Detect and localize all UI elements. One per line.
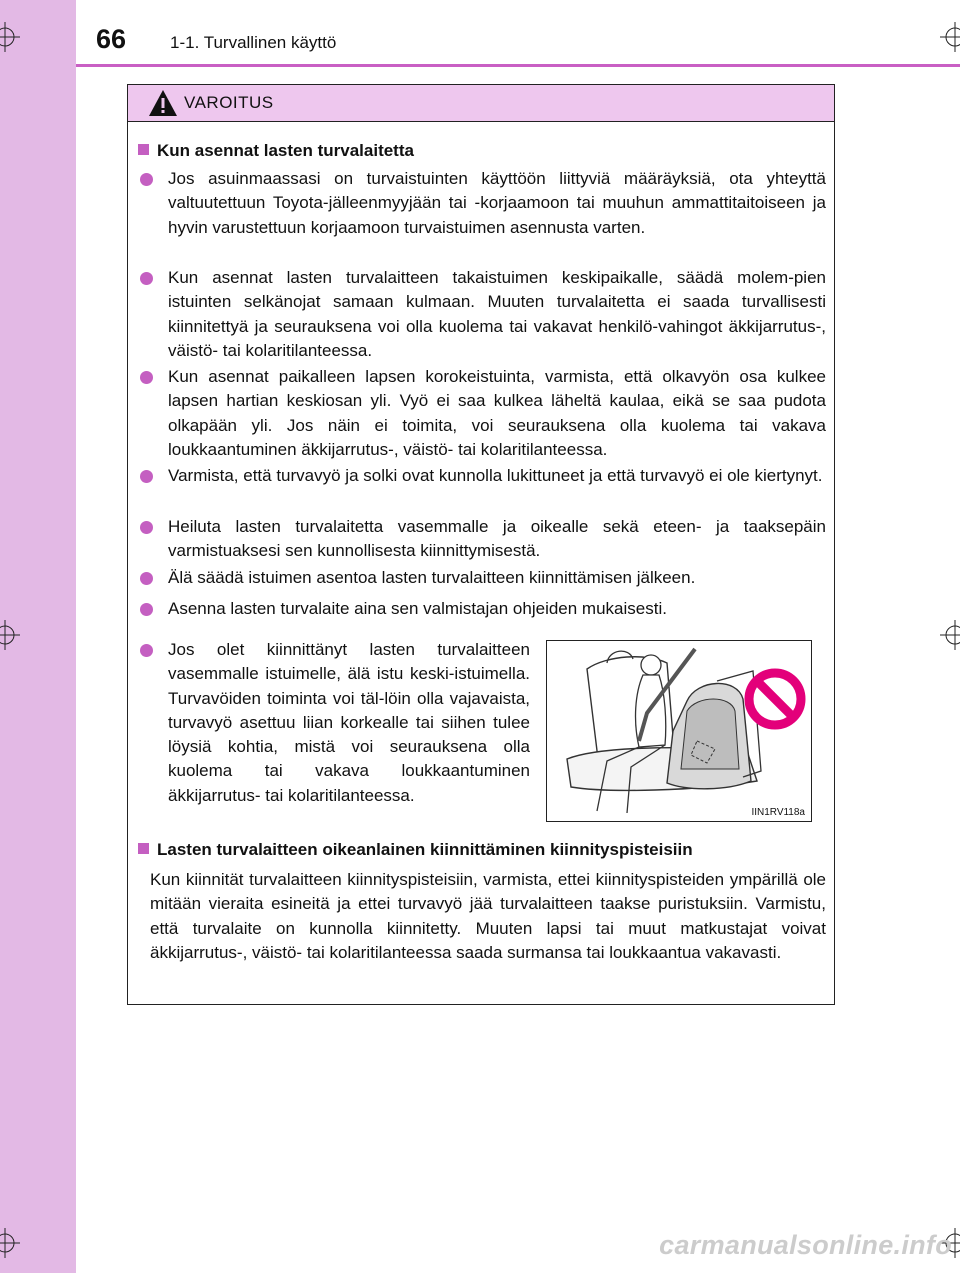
bullet-icon	[140, 371, 153, 384]
section-heading: Kun asennat lasten turvalaitetta	[138, 139, 414, 163]
registration-mark-icon	[0, 1228, 20, 1258]
list-item: Jos olet kiinnittänyt lasten turvalaitteen vasemmalle istuimelle, älä istu keski-istuimella. Turvavöiden toiminta voi täl-löin olla vajavaista, turvavyö asettuu liian korkealle tai siihen tulee löysiä kohtia, mistä voi seurauksena olla kuolema tai vakava loukkaantuminen äkkijarrutus- tai kolaritilanteessa.	[140, 638, 530, 808]
section-title: 1-1. Turvallinen käyttö	[170, 33, 337, 52]
bullet-icon	[140, 644, 153, 657]
warning-header	[128, 85, 834, 122]
warning-illustration	[546, 640, 812, 822]
warning-triangle-icon	[148, 89, 178, 117]
bullet-icon	[140, 572, 153, 585]
registration-mark-icon	[940, 620, 960, 650]
bullet-icon	[140, 603, 153, 616]
list-item: Kun asennat lasten turvalaitteen takaistuimen keskipaikalle, säädä molem-pien istuinten selkänojat samaan kulmaan. Muuten turvalaitetta ei saada turvallisesti kiinnitettyä ja seurauksena voi olla kuolema tai vakavat henkilö-vahingot äkkijarrutus-, väistö- tai kolaritilanteessa.	[140, 266, 826, 363]
registration-mark-icon	[0, 22, 20, 52]
square-bullet-icon	[138, 144, 149, 155]
list-item: Asenna lasten turvalaite aina sen valmistajan ohjeiden mukaisesti.	[140, 597, 826, 621]
bullet-icon	[140, 272, 153, 285]
list-item: Heiluta lasten turvalaitetta vasemmalle ja oikealle sekä eteen- ja taaksepäin varmistuaksesi sen kunnollisesta kiinnittymisestä.	[140, 515, 826, 564]
list-item: Jos asuinmaassasi on turvaistuinten käyttöön liittyviä määräyksiä, ota yhteyttä valtuutettuun Toyota-jälleenmyyjään tai -korjaamoon tai muuhun ammattitaitoiseen ja hyvin varustettuun korjaamoon turvaistuimen asennusta varten.	[140, 167, 826, 240]
list-item: Varmista, että turvavyö ja solki ovat kunnolla lukittuneet ja että turvavyö ei ole kiertynyt.	[140, 464, 826, 488]
page-number: 66	[96, 24, 127, 54]
header-rule	[76, 64, 960, 67]
registration-mark-icon	[940, 22, 960, 52]
bullet-icon	[140, 521, 153, 534]
bullet-icon	[140, 470, 153, 483]
square-bullet-icon	[138, 843, 149, 854]
bullet-icon	[140, 173, 153, 186]
section-paragraph: Kun kiinnität turvalaitteen kiinnityspisteisiin, varmista, ettei kiinnityspisteiden ympärillä ole mitään vieraita esineitä ja ettei turvavyö jää turvalaitteen taakse puristuksiin. Varmistu, että turvalaite on kunnolla kiinnitetty. Muuten lapsi tai muut matkustajat voivat äkkijarrutus-, väistö- tai kolaritilanteessa saada surmansa tai loukkaantua vakavasti.	[150, 870, 826, 962]
warning-box	[127, 84, 835, 1005]
figure-code: IIN1RV118a	[751, 807, 805, 818]
registration-mark-icon	[0, 620, 20, 650]
watermark: carmanualsonline.info	[659, 1230, 952, 1260]
list-item: Älä säädä istuimen asentoa lasten turvalaitteen kiinnittämisen jälkeen.	[140, 566, 826, 590]
section-heading: Lasten turvalaitteen oikeanlainen kiinnittäminen kiinnityspisteisiin	[138, 838, 693, 862]
child-seat-illustration	[547, 641, 811, 821]
warning-label: VAROITUS	[184, 93, 274, 112]
list-item: Kun asennat paikalleen lapsen korokeistuinta, varmista, että olkavyön osa kulkee lapsen hartian keskiosan yli. Vyö ei saa kulkea läheltä kaulaa, eikä se saa pudota olkapään yli. Jos näin ei toimita, voi seurauksena olla kuolema tai vakava loukkaantuminen äkkijarrutus-, väistö- tai kolaritilanteessa.	[140, 365, 826, 462]
